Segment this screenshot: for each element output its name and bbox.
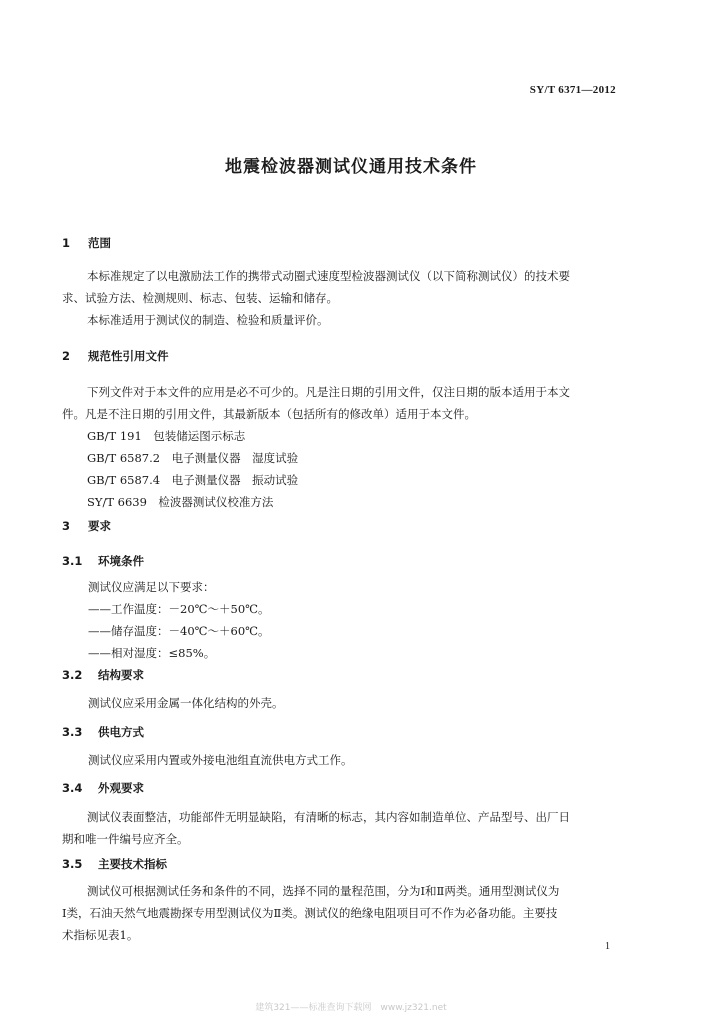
text-line: 求、试验方法、检测规则、标志、包装、运输和储存。 — [62, 291, 338, 305]
section-number: 3.1 — [62, 554, 83, 568]
section-title: 范围 — [88, 236, 111, 250]
section-number: 3 — [62, 519, 71, 533]
reference-item: GB/T 6587.2 电子测量仪器 湿度试验 — [87, 451, 299, 465]
section-heading-1 — [62, 235, 111, 251]
section-title: 要求 — [88, 519, 111, 533]
paragraph-references — [62, 381, 622, 513]
subsection-heading-3-5 — [62, 856, 167, 872]
text-line: 件。凡是不注日期的引用文件，其最新版本（包括所有的修改单）适用于本文件。 — [62, 407, 476, 421]
standard-code: SY/T 6371—2012 — [529, 84, 616, 96]
section-title: 环境条件 — [98, 554, 144, 568]
section-title: 结构要求 — [98, 668, 144, 682]
subsection-heading-3-2 — [62, 667, 144, 683]
text-line: 测试仪表面整洁，功能部件无明显缺陷，有清晰的标志，其内容如制造单位、产品型号、出厂日 — [87, 810, 570, 824]
text-line: 期和唯一件编号应齐全。 — [62, 832, 189, 846]
section-number: 3.5 — [62, 857, 83, 871]
text-line: 测试仪应满足以下要求： — [88, 580, 215, 594]
subsection-heading-3-1 — [62, 553, 144, 569]
text-line: 术指标见表1。 — [62, 928, 139, 942]
text-line: 下列文件对于本文件的应用是必不可少的。凡是注日期的引用文件，仅注日期的版本适用于本文 — [87, 385, 570, 399]
reference-item: SY/T 6639 检波器测试仪校准方法 — [87, 495, 274, 509]
paragraph-structure — [88, 692, 284, 714]
reference-item: GB/T 191 包装储运图示标志 — [87, 429, 246, 443]
paragraph-power — [88, 749, 353, 771]
text-line: 测试仪应采用金属一体化结构的外壳。 — [88, 696, 284, 710]
section-title: 外观要求 — [98, 781, 144, 795]
page-number: 1 — [605, 941, 610, 952]
subsection-heading-3-3 — [62, 724, 144, 740]
section-number: 3.2 — [62, 668, 83, 682]
list-item: ——储存温度：－40℃～＋60℃。 — [88, 624, 270, 638]
paragraph-scope — [62, 265, 622, 331]
list-item: ——相对湿度：≤85%。 — [88, 646, 216, 660]
document-title: 地震检波器测试仪通用技术条件 — [225, 157, 477, 177]
environment-list — [88, 576, 270, 664]
text-line: 本标准适用于测试仪的制造、检验和质量评价。 — [87, 313, 329, 327]
list-item: ——工作温度：－20℃～＋50℃。 — [88, 602, 270, 616]
paragraph-specs — [62, 880, 622, 946]
section-title: 主要技术指标 — [98, 857, 167, 871]
text-line: 测试仪可根据测试任务和条件的不同，选择不同的量程范围，分为Ⅰ和Ⅱ两类。通用型测试仪为 — [87, 884, 560, 898]
text-line: 本标准规定了以电激励法工作的携带式动圈式速度型检波器测试仪（以下简称测试仪）的技术要 — [87, 269, 570, 283]
section-heading-2 — [62, 348, 169, 364]
section-title: 供电方式 — [98, 725, 144, 739]
text-line: 测试仪应采用内置或外接电池组直流供电方式工作。 — [88, 753, 353, 767]
section-number: 1 — [62, 236, 71, 250]
text-line: Ⅰ类，石油天然气地震勘探专用型测试仪为Ⅱ类。测试仪的绝缘电阻项目可不作为必备功能。主要技 — [62, 906, 558, 920]
subsection-heading-3-4 — [62, 780, 144, 796]
section-number: 3.4 — [62, 781, 83, 795]
section-heading-3 — [62, 518, 111, 534]
section-title: 规范性引用文件 — [88, 349, 169, 363]
reference-item: GB/T 6587.4 电子测量仪器 振动试验 — [87, 473, 299, 487]
watermark: 建筑321——标准查询下载网 www.jz321.net — [255, 1003, 447, 1013]
paragraph-appearance — [62, 806, 622, 850]
section-number: 2 — [62, 349, 71, 363]
section-number: 3.3 — [62, 725, 83, 739]
